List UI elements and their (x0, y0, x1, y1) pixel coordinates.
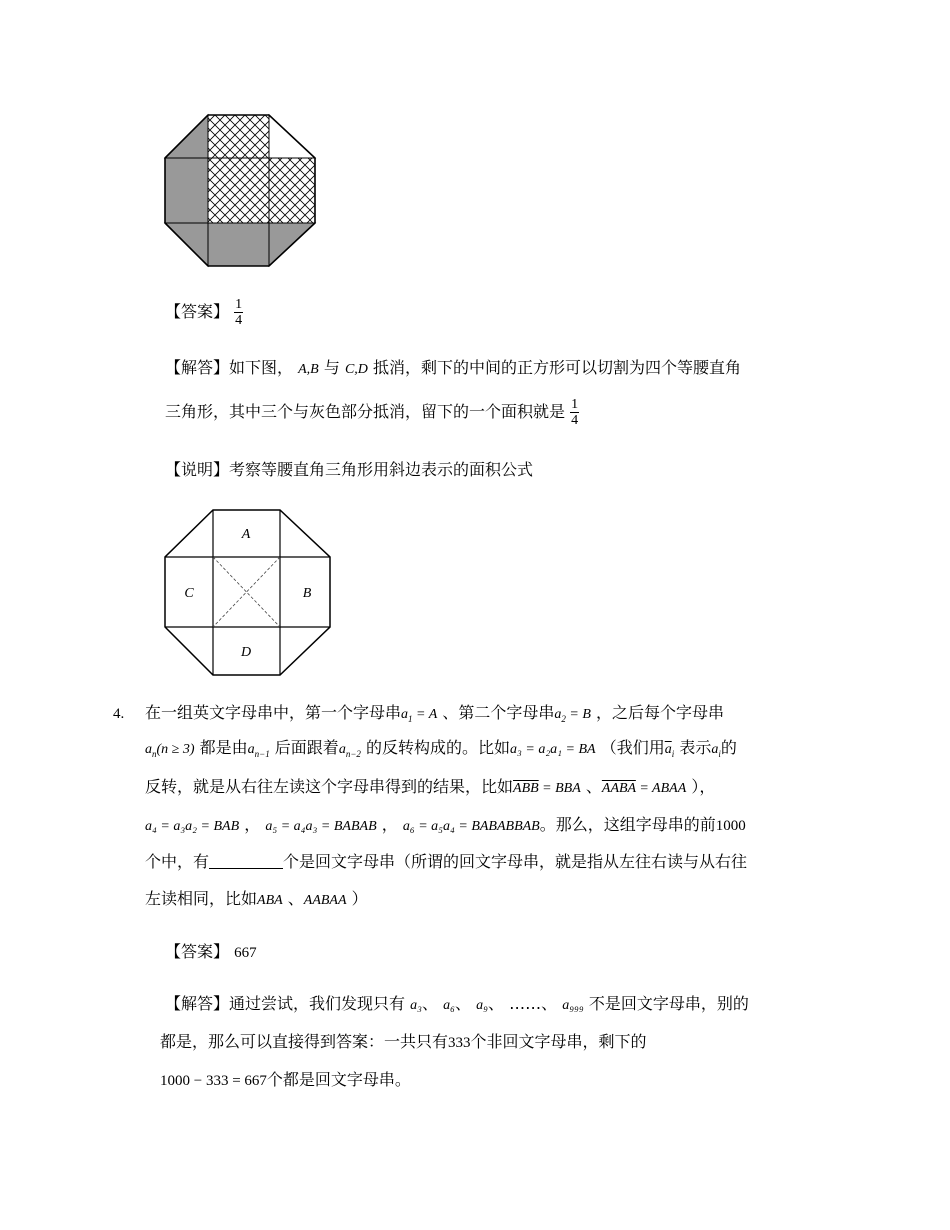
q4-line-1: 在一组英文字母串中，第一个字母串$a_1 = A$ 、第二个字母串$a_2 = B$ ，之后每个字母串 (145, 703, 724, 724)
label-c: C (184, 586, 194, 601)
octagon-figure-labeled (160, 505, 335, 680)
solution-fraction: $\frac{1}{4}$ (571, 397, 579, 428)
q4-line-5: 个中，有 个是回文字母串（所谓的回文字母串，就是指从左往右读与从右往 (145, 852, 748, 871)
answer-fraction: $\frac{1}{4}$ (235, 297, 243, 328)
label-d: D (240, 645, 252, 660)
label-b: B (302, 586, 312, 601)
q4-line-6: 左读相同，比如ABA 、AABAA ） (145, 889, 368, 908)
q4-answer: 【答案】 667 (165, 942, 257, 961)
q4-solution-line-1: 【解答】通过尝试，我们发现只有 a₃、 a₆、 a₉、 ……、 a₉₉₉ 不是回文字母串，别的 (165, 994, 749, 1013)
q3-solution-line-1: 【解答】如下图， A,B 与 C,D 抵消，剩下的中间的正方形可以切割为四个等腰直角 (165, 358, 741, 377)
q4-solution-line-2: 都是，那么可以直接得到答案：一共只有333个非回文字母串，剩下的 (160, 1032, 647, 1051)
q4-line-2: $a_n(n \ge 3)$ 都是由$a_{n-1}$ 后面跟着$a_{n-2}$ 的反转构成的。比如a₃ = a₂a₁ = BA （我们用$\overline{a}_i$ 表示$a_i$的 (145, 738, 737, 759)
q3-note: 【说明】考察等腰直角三角形用斜边表示的面积公式 (165, 460, 534, 479)
q4-number: 4. (113, 706, 125, 722)
q4-line-3: 反转，就是从右往左读这个字母串得到的结果，比如$\overline{ABB}$ = BBA 、AABA = ABAA ）， (145, 777, 716, 796)
label-a: A (241, 527, 251, 542)
q4-line-4: a₄ = a₃a₂ = BAB ， a₅ = a₄a₃ = BABAB ， a₆ = a₅a₄ = BABABBAB。那么，这组字母串的前1000 (145, 815, 746, 834)
answer-label: 【答案】 (165, 302, 230, 321)
octagon-figure-shaded (160, 110, 325, 272)
q4-solution-line-3: 1000 − 333 = 667个都是回文字母串。 (160, 1070, 411, 1089)
q3-solution-line-2: 三角形，其中三个与灰色部分抵消，留下的一个面积就是 $\frac{1}{4}$ (165, 397, 579, 428)
q3-answer (165, 297, 243, 328)
answer-blank (209, 854, 283, 869)
